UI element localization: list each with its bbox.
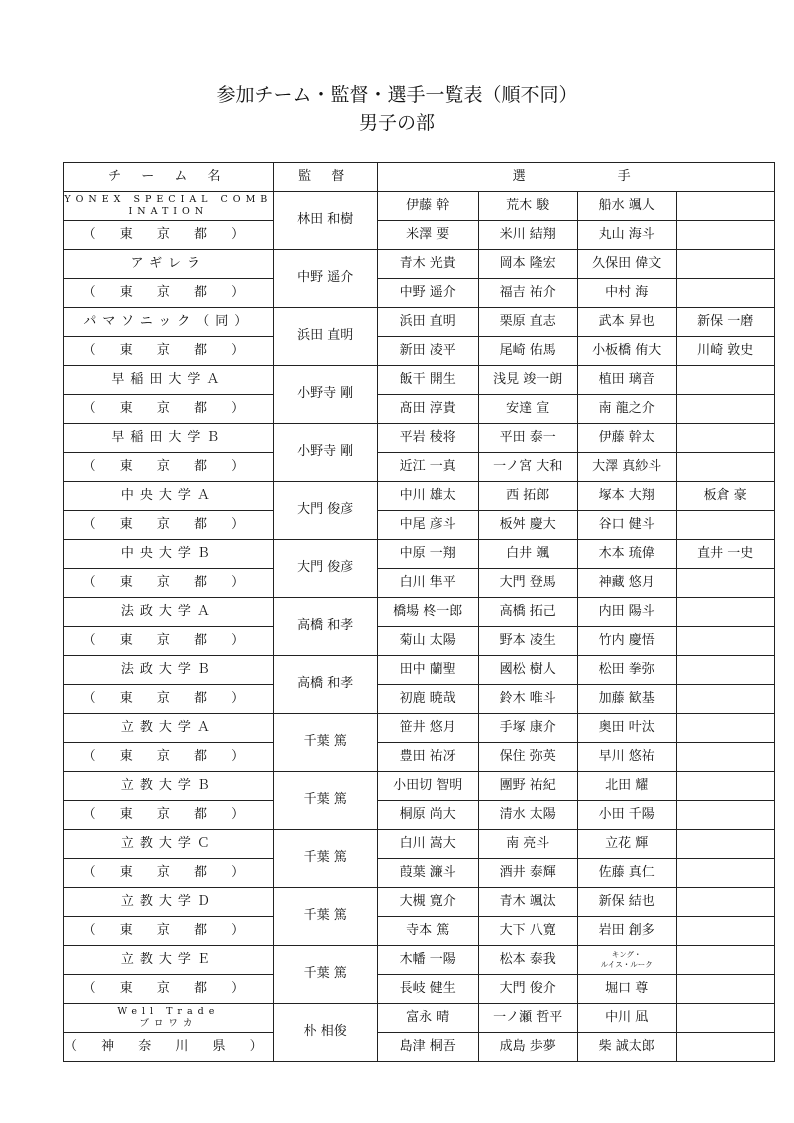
coach-cell: 小野寺 剛 [273,366,377,424]
player-cell [676,714,774,743]
player-cell: 内田 陽斗 [577,598,676,627]
player-cell: 青木 光貴 [377,250,478,279]
prefecture: （ 東 京 都 ） [82,400,255,416]
player-cell: 早川 悠祐 [577,743,676,772]
team-name: 法政大学Ａ [120,603,216,619]
player-cell: 佐藤 真仁 [577,859,676,888]
player-cell [676,859,774,888]
player-cell [676,801,774,830]
team-name-cell [64,714,274,743]
team-row-top [64,714,775,743]
coach-cell: 浜田 直明 [273,308,377,366]
team-name-cell [64,888,274,917]
player-cell [676,279,774,308]
team-name-cell [64,946,274,975]
team-name-cell [64,598,274,627]
player-cell: 福吉 祐介 [478,279,577,308]
team-name: 中央大学Ａ [120,487,216,503]
prefecture-cell [64,511,274,540]
player-cell: 國松 樹人 [478,656,577,685]
prefecture-cell [64,743,274,772]
player-cell: 高橋 拓己 [478,598,577,627]
player-cell [676,598,774,627]
prefecture: （ 東 京 都 ） [82,922,255,938]
player-cell [676,772,774,801]
team-name-cell [64,772,274,801]
coach-cell: 高橋 和孝 [273,598,377,656]
player-cell: 松本 泰我 [478,946,577,975]
team-row-bottom [64,1033,775,1062]
team-row-top [64,830,775,859]
player-cell [676,656,774,685]
team-name: アギレラ [130,255,207,271]
prefecture-cell [64,279,274,308]
team-row-top [64,772,775,801]
prefecture: （ 東 京 都 ） [82,690,255,706]
team-row-top [64,540,775,569]
team-name: 中央大学Ｂ [120,545,216,561]
prefecture: （ 東 京 都 ） [82,458,255,474]
coach-cell: 大門 俊彦 [273,482,377,540]
prefecture-cell [64,337,274,366]
prefecture: （ 東 京 都 ） [82,226,255,242]
player-cell [676,250,774,279]
prefecture-cell [64,917,274,946]
team-name-cell [64,830,274,859]
player-cell: 菊山 太陽 [377,627,478,656]
team-row-bottom [64,453,775,482]
coach-cell: 千葉 篤 [273,714,377,772]
player-cell: 岩田 創多 [577,917,676,946]
player-cell: 久保田 偉文 [577,250,676,279]
player-small-line2: ルイス・ルーク [600,960,653,969]
player-cell [676,395,774,424]
prefecture-cell [64,975,274,1004]
player-cell: 浅見 竣一朗 [478,366,577,395]
team-name: YONEX SPECIAL COMBINATION [64,194,273,217]
prefecture-cell [64,1033,274,1062]
team-name: 法政大学Ｂ [120,661,216,677]
prefecture-cell [64,859,274,888]
prefecture: （ 東 京 都 ） [82,748,255,764]
player-cell: 北田 耀 [577,772,676,801]
player-cell: 白井 颯 [478,540,577,569]
team-row-top [64,888,775,917]
player-cell: 米澤 要 [377,221,478,250]
team-row-bottom [64,685,775,714]
player-cell: 新保 一磨 [676,308,774,337]
player-cell: 船水 颯人 [577,192,676,221]
player-cell: 鈴木 唯斗 [478,685,577,714]
team-name: 立教大学Ｅ [120,951,216,967]
team-name-cell [64,540,274,569]
prefecture-cell [64,453,274,482]
player-cell [676,743,774,772]
prefecture: （ 東 京 都 ） [82,342,255,358]
coach-cell: 千葉 篤 [273,830,377,888]
player-cell: 新田 凌平 [377,337,478,366]
player-cell: 大槻 寛介 [377,888,478,917]
team-row-bottom [64,279,775,308]
coach-cell: 高橋 和孝 [273,656,377,714]
coach-cell: 林田 和樹 [273,192,377,250]
prefecture-cell [64,627,274,656]
player-cell: 伊藤 幹太 [577,424,676,453]
prefecture: （ 東 京 都 ） [82,574,255,590]
player-cell: 富永 晴 [377,1004,478,1033]
coach-cell: 小野寺 剛 [273,424,377,482]
prefecture: （ 神 奈 川 県 ） [64,1038,273,1054]
player-cell: 米川 結翔 [478,221,577,250]
team-name: 立教大学Ｂ [120,777,216,793]
player-cell [676,975,774,1004]
player-cell: 中野 遥介 [377,279,478,308]
player-cell: 川崎 敦史 [676,337,774,366]
player-cell: 笹井 悠月 [377,714,478,743]
player-cell: 谷口 健斗 [577,511,676,540]
prefecture: （ 東 京 都 ） [82,864,255,880]
player-cell: 中原 一翔 [377,540,478,569]
player-cell: 中尾 彦斗 [377,511,478,540]
player-cell: 大下 八寛 [478,917,577,946]
team-row-bottom [64,627,775,656]
player-cell: 桐原 尚大 [377,801,478,830]
player-cell: 初鹿 暁哉 [377,685,478,714]
player-cell: 大門 俊介 [478,975,577,1004]
team-name-cell [64,656,274,685]
player-cell: 柴 誠太郎 [577,1033,676,1062]
player-cell [676,1004,774,1033]
team-row-bottom [64,917,775,946]
player-cell: 直井 一史 [676,540,774,569]
prefecture: （ 東 京 都 ） [82,516,255,532]
coach-header: 監 督 [273,163,377,192]
player-cell [676,1033,774,1062]
player-cell: 大澤 真紗斗 [577,453,676,482]
coach-cell: 大門 俊彦 [273,540,377,598]
player-cell: 青木 颯汰 [478,888,577,917]
player-cell: 平岩 稜将 [377,424,478,453]
players-header: 選 手 [377,163,774,192]
team-name-cell [64,1004,274,1033]
prefecture: （ 東 京 都 ） [82,632,255,648]
player-cell: 髙田 淳貴 [377,395,478,424]
player-cell: 神藏 悠月 [577,569,676,598]
coach-cell: 朴 相俊 [273,1004,377,1062]
team-row-top [64,598,775,627]
player-cell: 白川 隼平 [377,569,478,598]
team-name: 立教大学Ｃ [120,835,216,851]
player-cell: 酒井 泰輝 [478,859,577,888]
player-cell: 西 拓郎 [478,482,577,511]
player-cell: 板舛 慶大 [478,511,577,540]
player-cell: 小田切 智明 [377,772,478,801]
team-row-top [64,482,775,511]
player-cell: 清水 太陽 [478,801,577,830]
player-cell: 島津 桐吾 [377,1033,478,1062]
player-cell: 栗原 直志 [478,308,577,337]
team-row-bottom [64,743,775,772]
player-cell: 白川 嵩大 [377,830,478,859]
player-cell [676,424,774,453]
player-cell [676,946,774,975]
player-cell: 塚本 大翔 [577,482,676,511]
player-cell: 團野 祐紀 [478,772,577,801]
team-header: チ ー ム 名 [64,163,274,192]
document-subtitle: 男子の部 [358,112,435,134]
team-row-bottom [64,569,775,598]
team-row-bottom [64,221,775,250]
player-cell: 手塚 康介 [478,714,577,743]
team-row-top [64,424,775,453]
team-row-bottom [64,395,775,424]
player-cell-small [577,946,676,975]
team-row-top [64,1004,775,1033]
player-cell: 武本 昇也 [577,308,676,337]
player-cell: 平田 泰一 [478,424,577,453]
prefecture-cell [64,221,274,250]
coach-cell: 千葉 篤 [273,946,377,1004]
prefecture-cell [64,685,274,714]
player-cell: 一ノ宮 大和 [478,453,577,482]
player-cell: 中川 雄太 [377,482,478,511]
team-row-top [64,656,775,685]
team-row-bottom [64,859,775,888]
player-cell: 竹内 慶悟 [577,627,676,656]
player-cell: 荒木 駿 [478,192,577,221]
player-cell: 堀口 尊 [577,975,676,1004]
team-name-cell [64,192,274,221]
player-cell: 奥田 叶汰 [577,714,676,743]
team-name-kana: ブロワカ [139,1018,198,1029]
player-cell: 新保 結也 [577,888,676,917]
prefecture: （ 東 京 都 ） [82,284,255,300]
player-cell: 安達 宣 [478,395,577,424]
document-title: 参加チーム・監督・選手一覧表（順不同） [216,84,578,106]
roster-table [63,162,775,1062]
player-cell: 伊藤 幹 [377,192,478,221]
player-cell: 岡本 隆宏 [478,250,577,279]
player-cell: 一ノ瀬 哲平 [478,1004,577,1033]
player-cell [676,888,774,917]
player-cell: 成島 歩夢 [478,1033,577,1062]
player-cell: 尾崎 佑馬 [478,337,577,366]
coach-cell: 千葉 篤 [273,888,377,946]
team-row-bottom [64,801,775,830]
team-row-top [64,366,775,395]
player-cell: 豊田 祐冴 [377,743,478,772]
team-name-cell [64,308,274,337]
player-cell: 南 龍之介 [577,395,676,424]
player-cell [676,511,774,540]
prefecture-cell [64,801,274,830]
player-cell: 田中 蘭聖 [377,656,478,685]
coach-cell: 中野 遥介 [273,250,377,308]
team-name: 早稲田大学Ａ [111,371,226,387]
header-row [64,163,775,192]
player-cell: 植田 璃音 [577,366,676,395]
player-cell: 立花 輝 [577,830,676,859]
player-cell [676,366,774,395]
player-cell: 木本 琉偉 [577,540,676,569]
player-cell: 浜田 直明 [377,308,478,337]
player-cell: 大門 登馬 [478,569,577,598]
team-row-bottom [64,337,775,366]
player-cell: 葭葉 濂斗 [377,859,478,888]
player-cell [676,569,774,598]
player-cell: 橋場 柊一郎 [377,598,478,627]
prefecture-cell [64,395,274,424]
team-name: 立教大学Ａ [120,719,216,735]
team-name-cell [64,366,274,395]
player-cell: 飯干 開生 [377,366,478,395]
team-row-top [64,250,775,279]
player-cell: 加藤 歓基 [577,685,676,714]
player-cell: 中川 凪 [577,1004,676,1033]
team-name: パマソニック（同） [83,313,254,329]
player-cell: 近江 一真 [377,453,478,482]
player-cell: 保住 弥英 [478,743,577,772]
player-cell [676,830,774,859]
team-row-top [64,308,775,337]
team-name-cell [64,250,274,279]
player-cell [676,192,774,221]
player-cell [676,917,774,946]
player-cell: 中村 海 [577,279,676,308]
player-cell [676,627,774,656]
player-small-line1: キング・ [611,950,642,960]
team-row-bottom [64,511,775,540]
prefecture-cell [64,569,274,598]
team-name: 立教大学Ｄ [120,893,216,909]
team-name-cell [64,482,274,511]
prefecture: （ 東 京 都 ） [82,980,255,996]
player-cell [676,685,774,714]
player-cell: 南 亮斗 [478,830,577,859]
player-cell [676,221,774,250]
team-name: 早稲田大学Ｂ [111,429,226,445]
team-row-bottom [64,975,775,1004]
team-name-cell [64,424,274,453]
team-row-top [64,192,775,221]
player-cell: 寺本 篤 [377,917,478,946]
player-cell: 小板橋 侑大 [577,337,676,366]
player-cell: 丸山 海斗 [577,221,676,250]
player-cell: 野本 凌生 [478,627,577,656]
player-cell: 長岐 健生 [377,975,478,1004]
coach-cell: 千葉 篤 [273,772,377,830]
player-cell: 小田 千陽 [577,801,676,830]
player-cell: 板倉 豪 [676,482,774,511]
team-row-top [64,946,775,975]
team-name: Well Trade [117,1006,220,1018]
player-cell: 松田 拳弥 [577,656,676,685]
player-cell: 木幡 一陽 [377,946,478,975]
player-cell [676,453,774,482]
prefecture: （ 東 京 都 ） [82,806,255,822]
